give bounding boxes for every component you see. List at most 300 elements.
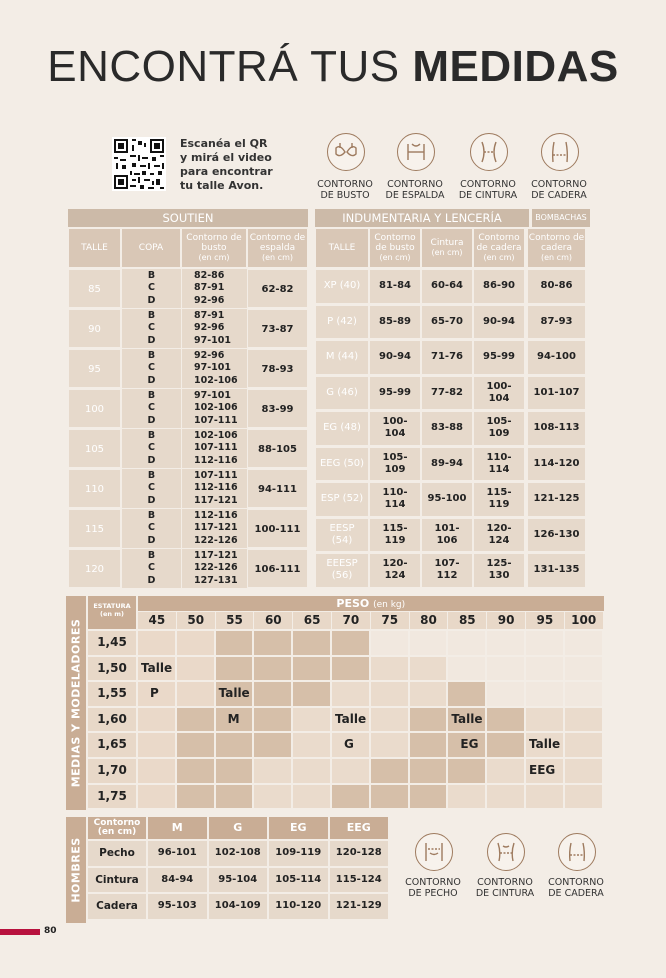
hombres-corner-unit: (en cm)	[97, 827, 137, 837]
soutien-espalda: 83-99	[247, 389, 308, 428]
hombres-corner	[88, 817, 146, 839]
bust-range: 97-101	[194, 362, 231, 374]
col-header-unit: (en cm)	[262, 253, 293, 262]
grid-cell	[293, 733, 330, 757]
col-header-unit: (en cm)	[431, 248, 463, 257]
bust-range: 107-111	[194, 414, 238, 426]
peso-col: 70	[332, 612, 370, 629]
zone-label-size: EG	[460, 737, 479, 752]
grid-cell	[216, 657, 253, 681]
cup-letter: B	[147, 550, 156, 561]
qr-line: tu talle Avon.	[180, 179, 264, 192]
indu-col-header	[421, 228, 473, 268]
grid-cell	[216, 785, 253, 809]
col-header-unit: (en cm)	[198, 253, 230, 262]
peso-col: 85	[448, 612, 486, 629]
hombres-side-label: HOMBRES	[66, 817, 86, 923]
indumentaria-title: INDUMENTARIA Y LENCERÍA	[315, 209, 529, 227]
qr-line: y mirá el video	[180, 151, 272, 164]
indu-cintura: 83-88	[421, 411, 473, 446]
soutien-cups	[121, 429, 181, 468]
indu-cintura: 77-82	[421, 376, 473, 411]
indu-cadera: 105-109	[473, 411, 525, 446]
zone-label-talle: Talle	[451, 711, 483, 726]
soutien-espalda: 100-111	[247, 509, 308, 548]
indu-cadera: 115-119	[473, 482, 525, 517]
indu-col-header	[473, 228, 525, 268]
hombres-row-label: Pecho	[88, 841, 146, 866]
bust-range: 97-101	[194, 390, 231, 401]
grid-cell	[332, 785, 369, 809]
soutien-bust	[181, 349, 247, 388]
grid-cell	[487, 733, 524, 757]
grid-cell	[371, 759, 408, 783]
bust-range: 102-106	[194, 402, 238, 414]
indu-col-header	[369, 228, 421, 268]
hombres-cell: 95-103	[148, 894, 207, 919]
soutien-talle: 95	[68, 349, 121, 388]
indu-cintura: 95-100	[421, 482, 473, 517]
grid-cell	[293, 682, 330, 706]
estatura-row: 1,75	[88, 785, 136, 809]
grid-cell	[138, 733, 175, 757]
indu-bomb: 80-86	[527, 269, 586, 304]
cup-letter: C	[148, 322, 155, 334]
indu-busto: 85-89	[369, 305, 421, 340]
col-header-label: Contorno de cadera	[528, 233, 585, 253]
indu-busto: 90-94	[369, 340, 421, 375]
hombres-row-label: Cadera	[88, 894, 146, 919]
peso-col: 95	[526, 612, 564, 629]
page-title	[0, 42, 666, 92]
grid-cell	[177, 682, 214, 706]
grid-cell	[138, 631, 175, 655]
indu-cintura: 89-94	[421, 447, 473, 482]
grid-cell	[565, 631, 602, 655]
indu-cadera: 120-124	[473, 518, 525, 553]
grid-cell	[410, 682, 447, 706]
cup-letter: B	[147, 430, 156, 441]
grid-cell	[216, 631, 253, 655]
medias-grid	[88, 596, 604, 810]
grid-cell	[410, 759, 447, 783]
soutien-talle: 90	[68, 309, 121, 348]
soutien-cups	[121, 469, 181, 508]
soutien-talle: 100	[68, 389, 121, 428]
soutien-col-header	[181, 228, 247, 268]
bust-range: 97-101	[194, 334, 231, 346]
indu-talle: XP (40)	[315, 269, 369, 304]
soutien-cups	[121, 269, 181, 308]
peso-unit: (en kg)	[373, 600, 406, 610]
bust-range: 87-91	[194, 310, 225, 321]
soutien-espalda: 106-111	[247, 549, 308, 588]
estatura-row: 1,50	[88, 657, 136, 681]
bust-range: 112-116	[194, 482, 238, 494]
grid-cell	[565, 682, 602, 706]
icon-label-cintura-hombre: CONTORNO DE CINTURA	[475, 877, 535, 899]
grid-cell	[293, 631, 330, 655]
hombres-cell: 110-120	[269, 894, 328, 919]
grid-cell	[448, 785, 485, 809]
indu-cintura: 107-112	[421, 553, 473, 588]
soutien-bust	[181, 549, 247, 588]
peso-title	[138, 596, 604, 611]
bust-range: 87-91	[194, 282, 225, 294]
grid-cell	[332, 631, 369, 655]
cup-letter: D	[147, 374, 156, 386]
col-header-label: Contorno de busto	[186, 233, 242, 253]
grid-cell	[448, 759, 485, 783]
grid-cell	[410, 785, 447, 809]
grid-cell	[371, 657, 408, 681]
col-header-unit: (en cm)	[483, 253, 515, 262]
bust-range: 112-116	[194, 510, 238, 521]
hombres-size-header: M	[148, 817, 207, 839]
indu-cadera: 125-130	[473, 553, 525, 588]
indu-bomb: 114-120	[527, 447, 586, 482]
soutien-talle: 85	[68, 269, 121, 308]
indu-talle: P (42)	[315, 305, 369, 340]
col-header-unit: (en cm)	[541, 253, 572, 262]
soutien-espalda: 78-93	[247, 349, 308, 388]
grid-cell	[138, 708, 175, 732]
grid-cell	[565, 785, 602, 809]
page-number: 80	[44, 926, 57, 936]
back-icon	[397, 133, 435, 171]
indu-busto: 100-104	[369, 411, 421, 446]
col-header-label: COPA	[138, 243, 164, 253]
hombres-cell: 120-128	[330, 841, 389, 866]
grid-cell	[254, 657, 291, 681]
indu-busto: 120-124	[369, 553, 421, 588]
cup-letter: D	[147, 334, 156, 346]
indu-busto: 115-119	[369, 518, 421, 553]
grid-cell	[177, 631, 214, 655]
bust-range: 107-111	[194, 442, 238, 454]
peso-col: 45	[138, 612, 176, 629]
bust-range: 122-126	[194, 534, 238, 546]
chest-icon	[415, 833, 453, 871]
indu-bomb: 126-130	[527, 518, 586, 553]
bust-range: 122-126	[194, 562, 238, 574]
cup-letter: D	[147, 454, 156, 466]
grid-cell	[565, 657, 602, 681]
grid-cell	[177, 759, 214, 783]
grid-cell	[332, 657, 369, 681]
grid-cell	[487, 759, 524, 783]
indu-col-header	[315, 228, 369, 268]
cup-letter: C	[148, 442, 155, 454]
grid-cell	[332, 682, 369, 706]
col-header-label: Contorno de busto	[374, 233, 416, 253]
peso-col: 50	[177, 612, 215, 629]
cup-letter: B	[147, 470, 156, 481]
soutien-title: SOUTIEN	[68, 209, 308, 227]
grid-cell	[138, 785, 175, 809]
soutien-talle: 115	[68, 509, 121, 548]
title-bold: MEDIDAS	[412, 42, 619, 91]
indu-talle: EESP (54)	[315, 518, 369, 553]
zone-label-size: EEG	[529, 763, 556, 777]
indu-bomb: 94-100	[527, 340, 586, 375]
indu-col-header	[527, 228, 586, 268]
icon-label-cadera-hombre: CONTORNO DE CADERA	[548, 877, 604, 899]
grid-cell	[254, 785, 291, 809]
grid-cell	[526, 708, 563, 732]
grid-cell	[487, 657, 524, 681]
soutien-bust	[181, 469, 247, 508]
cup-letter: B	[147, 310, 156, 321]
bust-range: 102-106	[194, 430, 238, 441]
indu-bomb: 108-113	[527, 411, 586, 446]
grid-cell	[487, 631, 524, 655]
soutien-bust	[181, 389, 247, 428]
zone-label-talle: Talle	[335, 711, 367, 726]
bust-range: 82-86	[194, 270, 225, 281]
cup-letter: B	[147, 510, 156, 521]
cup-letter: B	[147, 350, 156, 361]
peso-col: 65	[293, 612, 331, 629]
soutien-cups	[121, 509, 181, 548]
soutien-cups	[121, 549, 181, 588]
cup-letter: C	[148, 522, 155, 534]
indu-bomb: 121-125	[527, 482, 586, 517]
col-header-label: Cintura	[430, 238, 464, 248]
soutien-col-header	[68, 228, 121, 268]
indu-cadera: 90-94	[473, 305, 525, 340]
soutien-talle: 105	[68, 429, 121, 468]
cup-letter: C	[148, 362, 155, 374]
peso-col: 75	[371, 612, 409, 629]
soutien-bust	[181, 269, 247, 308]
zone-label-size: G	[344, 737, 354, 752]
indu-cadera: 86-90	[473, 269, 525, 304]
hombres-cell: 84-94	[148, 868, 207, 893]
indu-bomb: 131-135	[527, 553, 586, 588]
indu-cadera: 110-114	[473, 447, 525, 482]
zone-label-size: P	[150, 686, 159, 701]
waist-icon-men	[487, 833, 525, 871]
zone-label-talle: Talle	[141, 660, 173, 675]
indu-busto: 81-84	[369, 269, 421, 304]
cup-letter: C	[148, 482, 155, 494]
cup-letter: D	[147, 574, 156, 586]
hombres-corner-label: Contorno	[93, 818, 141, 828]
soutien-talle: 120	[68, 549, 121, 588]
zone-label-talle: Talle	[529, 737, 561, 752]
soutien-espalda: 62-82	[247, 269, 308, 308]
cup-letter: C	[148, 562, 155, 574]
bust-range: 102-106	[194, 374, 238, 386]
hombres-size-header: G	[209, 817, 268, 839]
hombres-cell: 104-109	[209, 894, 268, 919]
col-header-label: TALLE	[81, 243, 108, 253]
hombres-cell: 109-119	[269, 841, 328, 866]
hombres-cell: 102-108	[209, 841, 268, 866]
grid-cell	[371, 631, 408, 655]
cup-letter: B	[147, 270, 156, 281]
grid-cell	[448, 657, 485, 681]
peso-col: 100	[565, 612, 603, 629]
qr-line: Escanéa el QR	[180, 137, 268, 150]
peso-label: PESO	[336, 597, 370, 610]
indu-cintura: 65-70	[421, 305, 473, 340]
col-header-label: Contorno de espalda	[249, 233, 306, 253]
indu-busto: 105-109	[369, 447, 421, 482]
grid-cell	[526, 657, 563, 681]
soutien-talle: 110	[68, 469, 121, 508]
estatura-row: 1,45	[88, 631, 136, 655]
bust-range: 112-116	[194, 454, 238, 466]
grid-cell	[216, 733, 253, 757]
grid-cell	[487, 785, 524, 809]
grid-cell	[254, 682, 291, 706]
grid-cell	[410, 631, 447, 655]
soutien-espalda: 73-87	[247, 309, 308, 348]
estatura-row: 1,55	[88, 682, 136, 706]
bust-icon	[327, 133, 365, 171]
grid-cell	[177, 733, 214, 757]
indu-talle: G (46)	[315, 376, 369, 411]
grid-cell	[177, 785, 214, 809]
estatura-row: 1,65	[88, 733, 136, 757]
bombachas-title: BOMBACHAS	[532, 209, 590, 227]
icon-label-cadera: CONTORNO DE CADERA	[531, 179, 587, 201]
soutien-bust	[181, 429, 247, 468]
grid-cell	[565, 759, 602, 783]
grid-cell	[410, 708, 447, 732]
bust-range: 92-96	[194, 350, 225, 361]
grid-cell	[371, 682, 408, 706]
col-header-unit: (en cm)	[379, 253, 411, 262]
grid-cell	[410, 733, 447, 757]
grid-cell	[254, 708, 291, 732]
hombres-cell: 105-114	[269, 868, 328, 893]
cup-letter: D	[147, 294, 156, 306]
hip-icon	[541, 133, 579, 171]
soutien-cups	[121, 309, 181, 348]
indu-bomb: 101-107	[527, 376, 586, 411]
bust-range: 92-96	[194, 294, 225, 306]
soutien-espalda: 88-105	[247, 429, 308, 468]
soutien-cups	[121, 389, 181, 428]
estatura-header	[88, 596, 136, 629]
hombres-size-header: EEG	[330, 817, 389, 839]
peso-col: 55	[216, 612, 254, 629]
qr-instructions	[180, 137, 273, 193]
grid-cell	[565, 733, 602, 757]
grid-cell	[487, 708, 524, 732]
cup-letter: C	[148, 282, 155, 294]
bust-range: 92-96	[194, 322, 225, 334]
indu-talle: ESP (52)	[315, 482, 369, 517]
grid-cell	[526, 682, 563, 706]
bust-range: 127-131	[194, 574, 238, 586]
hombres-table	[88, 817, 392, 923]
grid-cell	[371, 733, 408, 757]
icon-label-pecho: CONTORNO DE PECHO	[405, 877, 461, 899]
indu-cintura: 101-106	[421, 518, 473, 553]
hombres-cell: 115-124	[330, 868, 389, 893]
indu-busto: 110-114	[369, 482, 421, 517]
soutien-espalda: 94-111	[247, 469, 308, 508]
estatura-row: 1,60	[88, 708, 136, 732]
qr-code[interactable]	[112, 137, 166, 191]
grid-cell	[254, 733, 291, 757]
peso-col: 90	[487, 612, 525, 629]
hip-icon-men	[558, 833, 596, 871]
estatura-label: ESTATURA	[93, 602, 131, 610]
page-accent-bar	[0, 929, 40, 935]
grid-cell	[254, 759, 291, 783]
title-light: ENCONTRÁ TUS	[47, 42, 413, 91]
hombres-size-header: EG	[269, 817, 328, 839]
medias-side-label: MEDIAS Y MODELADORES	[66, 596, 86, 810]
icon-label-busto: CONTORNO DE BUSTO	[317, 179, 373, 201]
hombres-cell: 96-101	[148, 841, 207, 866]
indu-bomb: 87-93	[527, 305, 586, 340]
soutien-col-header	[247, 228, 308, 268]
grid-cell	[293, 785, 330, 809]
zone-label-size: M	[227, 711, 240, 726]
grid-cell	[293, 708, 330, 732]
grid-cell	[177, 708, 214, 732]
indu-cadera: 95-99	[473, 340, 525, 375]
icon-label-espalda: CONTORNO DE ESPALDA	[385, 179, 445, 201]
grid-cell	[526, 631, 563, 655]
grid-cell	[565, 708, 602, 732]
indu-cintura: 60-64	[421, 269, 473, 304]
grid-cell	[526, 785, 563, 809]
grid-cell	[293, 759, 330, 783]
soutien-bust	[181, 309, 247, 348]
indu-cadera: 100-104	[473, 376, 525, 411]
zone-label-talle: Talle	[218, 686, 250, 701]
estatura-unit: (en m)	[99, 610, 124, 618]
waist-icon	[470, 133, 508, 171]
bust-range: 117-121	[194, 550, 238, 561]
indu-talle: EEG (50)	[315, 447, 369, 482]
indu-talle: M (44)	[315, 340, 369, 375]
hombres-row-label: Cintura	[88, 868, 146, 893]
soutien-cups	[121, 349, 181, 388]
hombres-cell: 121-129	[330, 894, 389, 919]
grid-cell	[371, 708, 408, 732]
soutien-col-header	[121, 228, 181, 268]
grid-cell	[371, 785, 408, 809]
qr-line: para encontrar	[180, 165, 273, 178]
icon-label-cintura: CONTORNO DE CINTURA	[458, 179, 518, 201]
grid-cell	[177, 657, 214, 681]
indu-cintura: 71-76	[421, 340, 473, 375]
indu-busto: 95-99	[369, 376, 421, 411]
peso-col: 80	[410, 612, 448, 629]
grid-cell	[332, 759, 369, 783]
grid-cell	[410, 657, 447, 681]
bust-range: 117-121	[194, 522, 238, 534]
estatura-row: 1,70	[88, 759, 136, 783]
grid-cell	[448, 682, 485, 706]
grid-cell	[216, 759, 253, 783]
grid-cell	[448, 631, 485, 655]
cup-letter: D	[147, 534, 156, 546]
grid-cell	[293, 657, 330, 681]
bust-range: 107-111	[194, 470, 238, 481]
peso-col: 60	[254, 612, 292, 629]
grid-cell	[487, 682, 524, 706]
cup-letter: B	[147, 390, 156, 401]
